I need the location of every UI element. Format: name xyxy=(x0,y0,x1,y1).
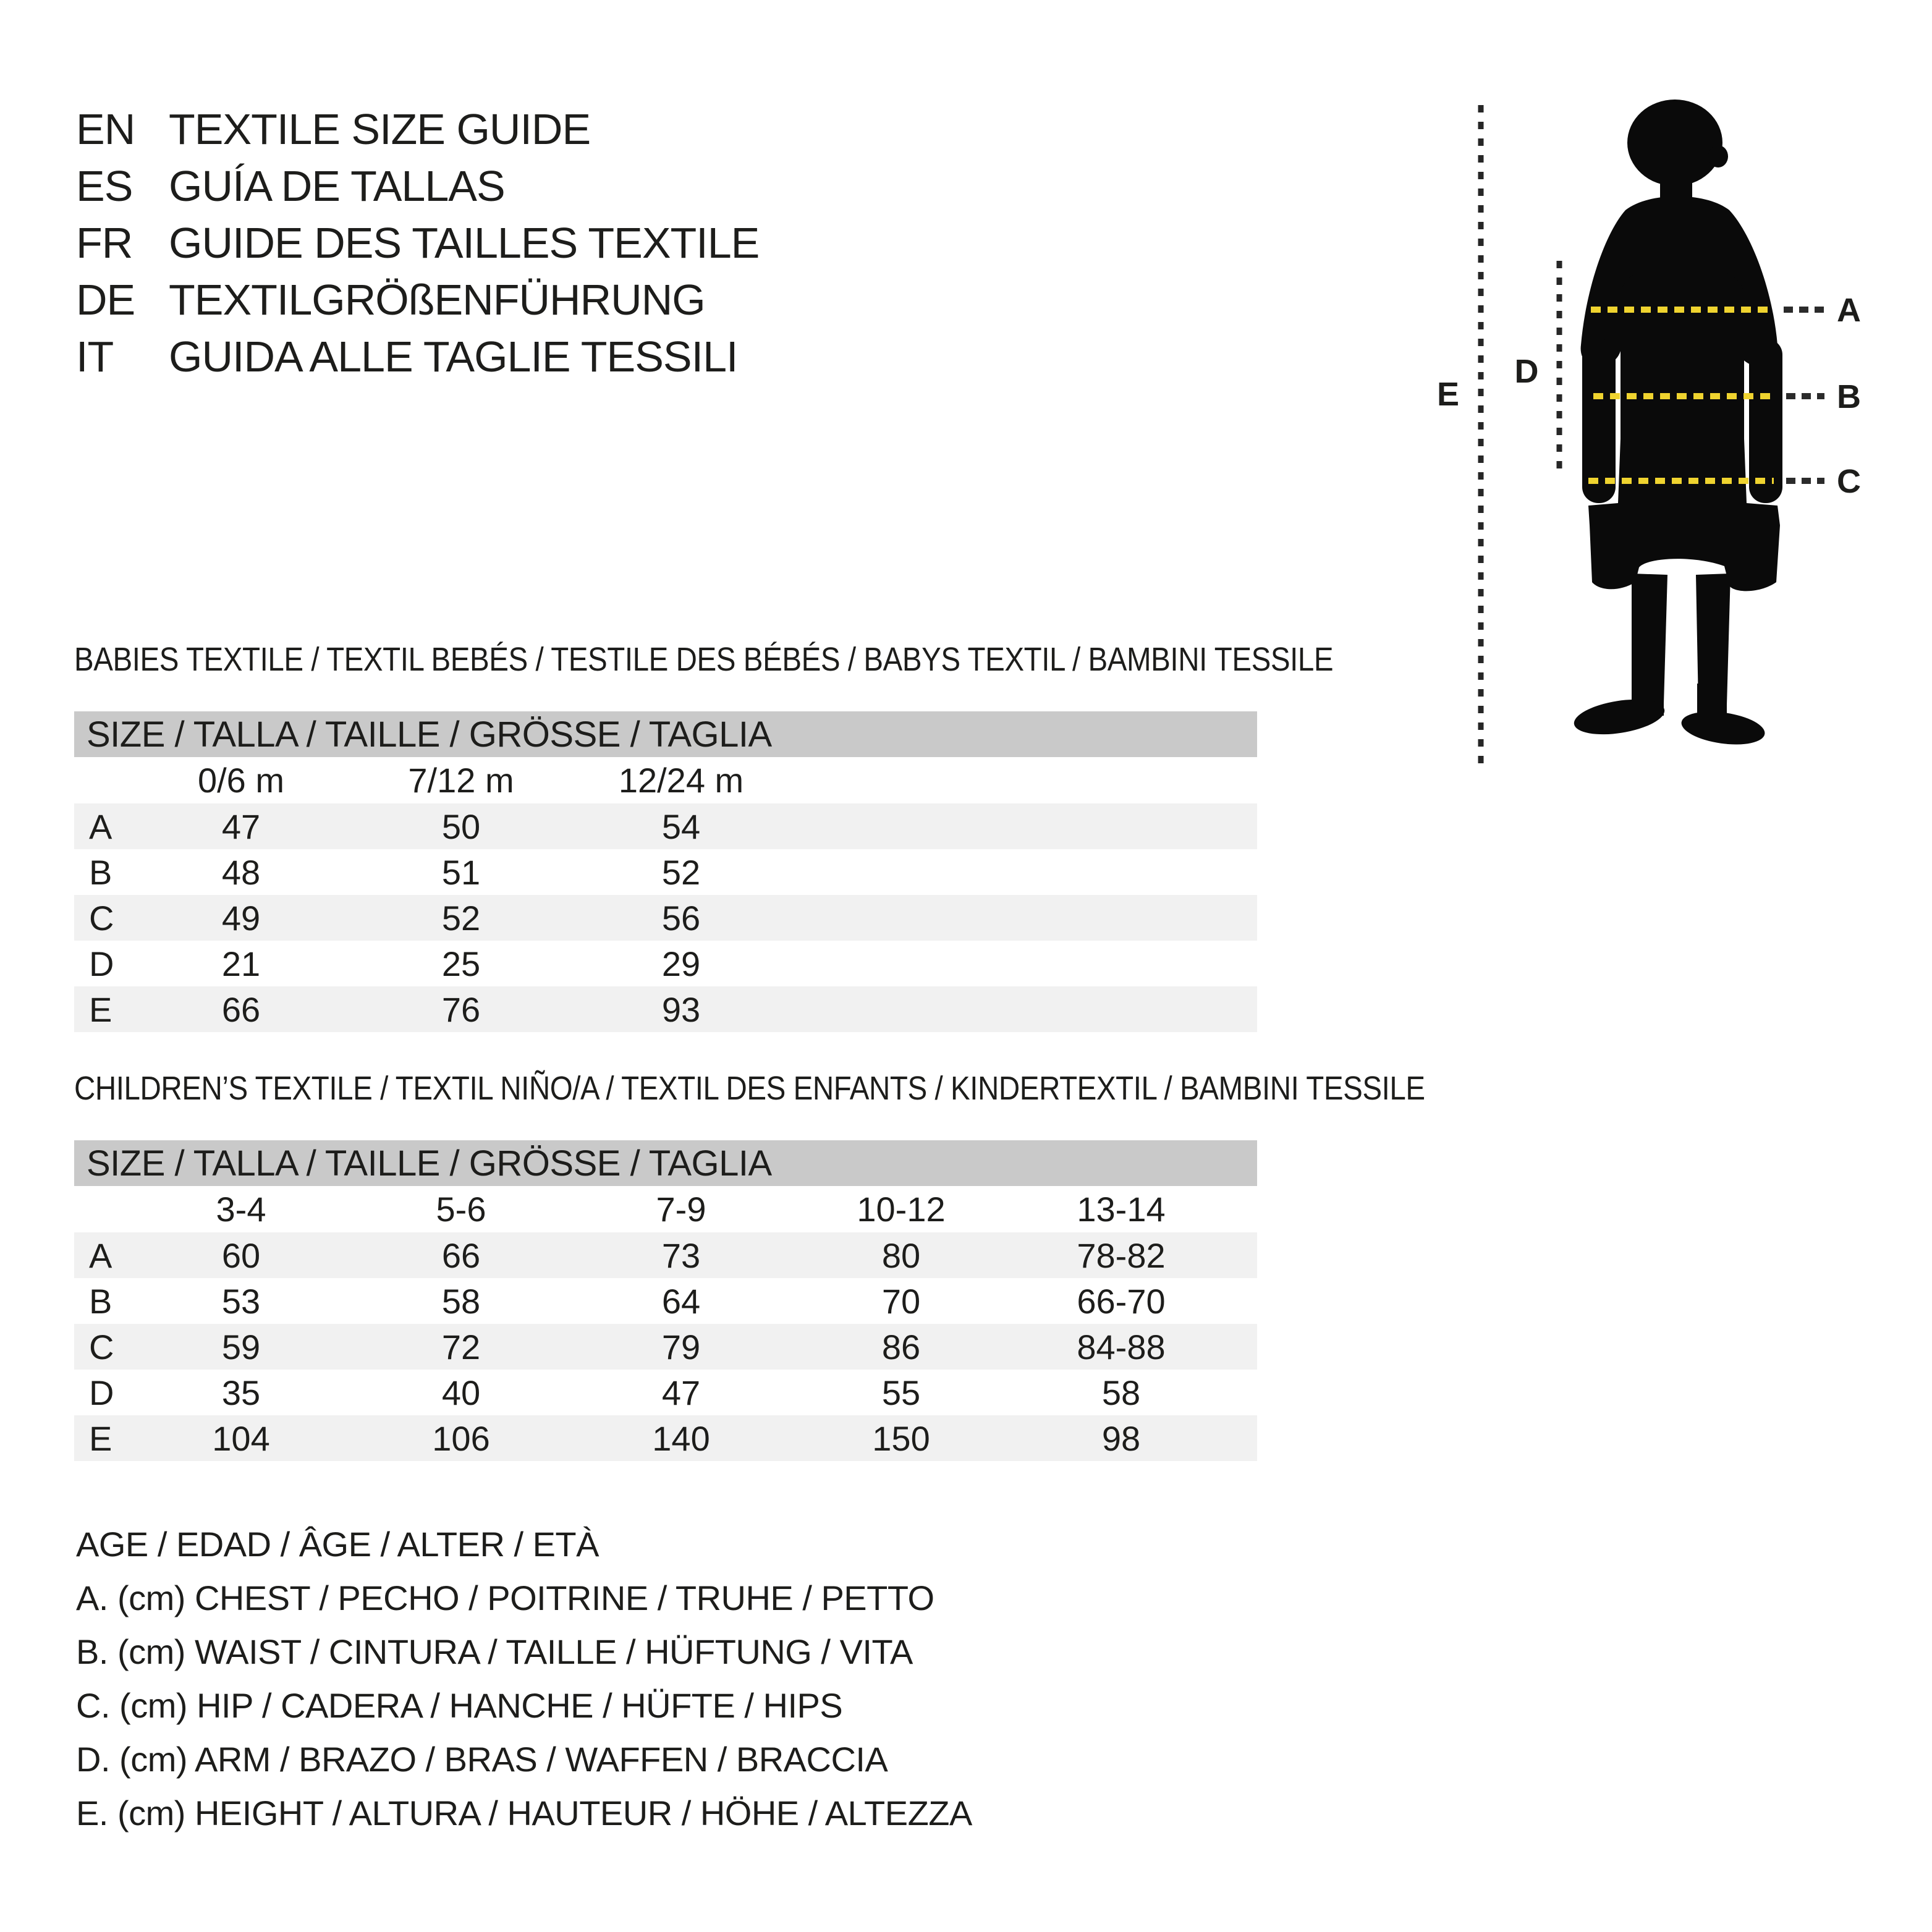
row-label: C xyxy=(89,898,114,938)
row-label: A xyxy=(89,807,112,846)
language-title: GUIDE DES TAILLES TEXTILE xyxy=(169,219,760,267)
table-cell: 73 xyxy=(661,1235,701,1275)
child-measurement-figure xyxy=(1434,93,1928,779)
table-cell: 106 xyxy=(432,1418,490,1458)
row-label: E xyxy=(89,989,112,1029)
table-cell: 72 xyxy=(441,1327,481,1366)
age-column-header: 3-4 xyxy=(216,1190,266,1229)
table-cell: 80 xyxy=(881,1235,921,1275)
table-cell: 78-82 xyxy=(1077,1235,1166,1275)
table-cell: 59 xyxy=(221,1327,261,1366)
table-row xyxy=(74,1232,1257,1278)
age-column-header: 7/12 m xyxy=(408,761,514,800)
table-cell: 54 xyxy=(661,807,701,846)
table-cell: 60 xyxy=(221,1235,261,1275)
legend-line-hip: C. (cm) HIP / CADERA / HANCHE / HÜFTE / HIPS xyxy=(76,1686,843,1725)
legend-line-arm: D. (cm) ARM / BRAZO / BRAS / WAFFEN / BRACCIA xyxy=(76,1740,888,1779)
children-size-table xyxy=(74,1140,1257,1461)
table-row xyxy=(74,1278,1257,1324)
age-column-header: 7-9 xyxy=(656,1190,706,1229)
legend-line-age: AGE / EDAD / ÂGE / ALTER / ETÀ xyxy=(76,1525,599,1564)
table-cell: 52 xyxy=(441,898,481,938)
size-header-label: SIZE / TALLA / TAILLE / GRÖSSE / TAGLIA xyxy=(87,714,772,755)
language-code: ES xyxy=(76,162,133,210)
table-cell: 93 xyxy=(661,989,701,1029)
table-cell: 66 xyxy=(441,1235,481,1275)
language-row xyxy=(76,158,759,214)
measurement-legend xyxy=(76,1517,972,1840)
row-label: B xyxy=(89,1281,112,1321)
table-cell: 140 xyxy=(652,1418,710,1458)
language-row xyxy=(76,328,759,385)
language-title: GUÍA DE TALLAS xyxy=(169,162,505,210)
table-cell: 56 xyxy=(661,898,701,938)
table-cell: 47 xyxy=(661,1373,701,1412)
label-waist-b: B xyxy=(1837,378,1861,415)
table-row xyxy=(74,1415,1257,1461)
table-cell: 49 xyxy=(221,898,261,938)
table-cell: 48 xyxy=(221,852,261,892)
table-cell: 70 xyxy=(881,1281,921,1321)
size-header-label: SIZE / TALLA / TAILLE / GRÖSSE / TAGLIA xyxy=(87,1143,772,1184)
language-title: TEXTILGRÖßENFÜHRUNG xyxy=(169,276,705,324)
language-row xyxy=(76,271,759,328)
table-cell: 64 xyxy=(661,1281,701,1321)
row-label: A xyxy=(89,1235,112,1275)
legend-line-chest: A. (cm) CHEST / PECHO / POITRINE / TRUHE / PETTO xyxy=(76,1578,934,1617)
table-cell: 21 xyxy=(221,944,261,983)
table-cell: 40 xyxy=(441,1373,481,1412)
table-cell: 58 xyxy=(1101,1373,1141,1412)
language-code: DE xyxy=(76,276,135,324)
table-cell: 25 xyxy=(441,944,481,983)
babies-size-table xyxy=(74,711,1257,1032)
table-cell: 98 xyxy=(1101,1418,1141,1458)
row-label: D xyxy=(89,1373,114,1412)
language-title-list xyxy=(76,101,759,385)
label-height-e: E xyxy=(1437,376,1460,413)
table-row xyxy=(74,986,1257,1032)
table-age-row xyxy=(74,1186,1257,1232)
row-label: D xyxy=(89,944,114,983)
table-cell: 29 xyxy=(661,944,701,983)
table-row xyxy=(74,941,1257,986)
children-section-heading: CHILDREN’S TEXTILE / TEXTIL NIÑO/A / TEXTIL DES ENFANTS / KINDERTEXTIL / BAMBINI TESSILE xyxy=(74,1070,1425,1107)
table-row xyxy=(74,1324,1257,1370)
age-column-header: 0/6 m xyxy=(197,761,285,800)
table-cell: 66 xyxy=(221,989,261,1029)
table-cell: 35 xyxy=(221,1373,261,1412)
row-label: E xyxy=(89,1418,112,1458)
table-cell: 50 xyxy=(441,807,481,846)
language-row xyxy=(76,101,759,158)
table-age-row xyxy=(74,757,1257,803)
language-code: EN xyxy=(76,105,135,153)
table-row xyxy=(74,1370,1257,1415)
table-cell: 66-70 xyxy=(1077,1281,1166,1321)
table-cell: 86 xyxy=(881,1327,921,1366)
table-cell: 52 xyxy=(661,852,701,892)
table-cell: 58 xyxy=(441,1281,481,1321)
table-row xyxy=(74,849,1257,895)
table-cell: 150 xyxy=(872,1418,930,1458)
table-header-bar xyxy=(74,1140,1257,1186)
language-title: GUIDA ALLE TAGLIE TESSILI xyxy=(169,333,738,381)
language-code: FR xyxy=(76,219,133,267)
table-cell: 51 xyxy=(441,852,481,892)
label-arm-d: D xyxy=(1514,353,1539,390)
table-cell: 53 xyxy=(221,1281,261,1321)
babies-section-heading: BABIES TEXTILE / TEXTIL BEBÉS / TESTILE DES BÉBÉS / BABYS TEXTIL / BAMBINI TESSILE xyxy=(74,641,1334,678)
table-cell: 84-88 xyxy=(1077,1327,1166,1366)
table-row xyxy=(74,895,1257,941)
legend-line-waist: B. (cm) WAIST / CINTURA / TAILLE / HÜFTUNG / VITA xyxy=(76,1632,913,1671)
table-cell: 79 xyxy=(661,1327,701,1366)
label-hip-c: C xyxy=(1837,463,1861,500)
age-column-header: 10-12 xyxy=(857,1190,946,1229)
label-chest-a: A xyxy=(1837,292,1861,329)
legend-line-height: E. (cm) HEIGHT / ALTURA / HAUTEUR / HÖHE / ALTEZZA xyxy=(76,1794,972,1832)
table-cell: 76 xyxy=(441,989,481,1029)
table-cell: 55 xyxy=(881,1373,921,1412)
language-code: IT xyxy=(76,333,114,381)
age-column-header: 13-14 xyxy=(1077,1190,1166,1229)
table-cell: 47 xyxy=(221,807,261,846)
age-column-header: 5-6 xyxy=(436,1190,486,1229)
language-title: TEXTILE SIZE GUIDE xyxy=(169,105,591,153)
age-column-header: 12/24 m xyxy=(618,761,744,800)
table-cell: 104 xyxy=(212,1418,270,1458)
table-row xyxy=(74,803,1257,849)
child-silhouette-icon xyxy=(1572,100,1782,749)
language-row xyxy=(76,214,759,271)
row-label: B xyxy=(89,852,112,892)
table-header-bar xyxy=(74,711,1257,757)
row-label: C xyxy=(89,1327,114,1366)
